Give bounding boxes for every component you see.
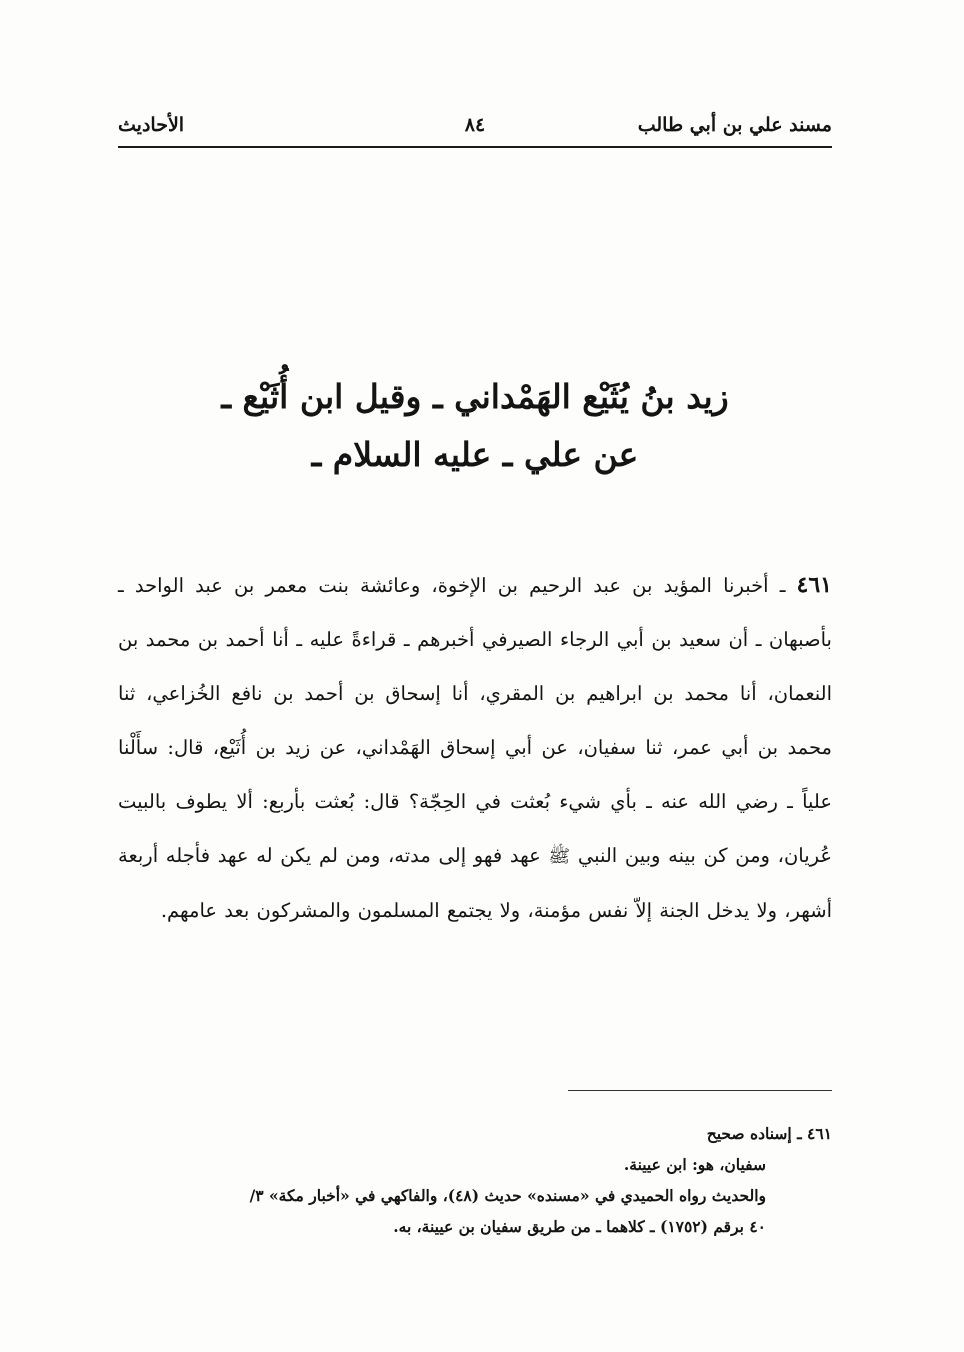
hadith-text bbox=[118, 558, 832, 938]
footnote-line-3: ٤٠ برقم (١٧٥٢) ـ كلاهما ـ من طريق سفيان بن عيينة، به. bbox=[393, 1217, 766, 1236]
chapter-title-line-2: عن علي ـ عليه السلام ـ bbox=[311, 435, 639, 474]
header-page-number: ٨٤ bbox=[464, 114, 486, 136]
header-section: الأحاديث bbox=[118, 114, 185, 136]
running-header bbox=[118, 114, 832, 146]
hadith-text-part-2: عهد فهو إلى مدته، ومن لم يكن له عهد فأجله أربعة أشهر، ولا يدخل الجنة إلاّ نفس مؤمنة، ولا يجتمع المسلمون والمشركون بعد عامهم. bbox=[118, 844, 832, 922]
hadith-text-part-1: ـ أخبرنا المؤيد بن عبد الرحيم بن الإخوة، وعائشة بنت معمر بن عبد الواحد ـ بأصبهان ـ أن سعيد بن أبي الرجاء الصيرفي أخبرهم ـ قراءةً عليه ـ أنا أحمد بن محمد بن النعمان، أنا محمد بن ابراهيم بن المقري، أنا إسحاق بن أحمد بن نافع الخُزاعي، ثنا محمد بن أبي عمر، ثنا سفيان، عن أبي إسحاق الهَمْداني، عن زيد بن أُثَيْع، قال: سأَلْنا علياً ـ رضي الله عنه ـ بأي شيء بُعثت في الحِجّة؟ قال: بُعثت بأربع: ألا يطوف بالبيت عُريان، ومن كن بينه وبين النبي bbox=[118, 574, 833, 867]
footnote-head: ٤٦١ ـ إسناده صحيح bbox=[706, 1124, 832, 1143]
footnotes bbox=[118, 1118, 832, 1242]
hadith-number: ٤٦١ bbox=[796, 572, 832, 598]
header-book-title: مسند علي بن أبي طالب bbox=[637, 114, 832, 136]
salla-ligature: ﷺ bbox=[548, 846, 571, 867]
footnote-line-2: والحديث رواه الحميدي في «مسنده» حديث (٤٨)، والفاكهي في «أخبار مكة» ٣/ bbox=[249, 1186, 766, 1205]
chapter-title bbox=[118, 368, 832, 484]
chapter-title-line-1: زيد بنُ يُثَيْع الهَمْداني ـ وقيل ابن أُثَيْع ـ bbox=[221, 377, 729, 416]
footnote-line-1: سفيان، هو: ابن عيينة. bbox=[623, 1155, 766, 1174]
header-rule bbox=[118, 146, 832, 148]
footnote-rule bbox=[568, 1090, 832, 1091]
